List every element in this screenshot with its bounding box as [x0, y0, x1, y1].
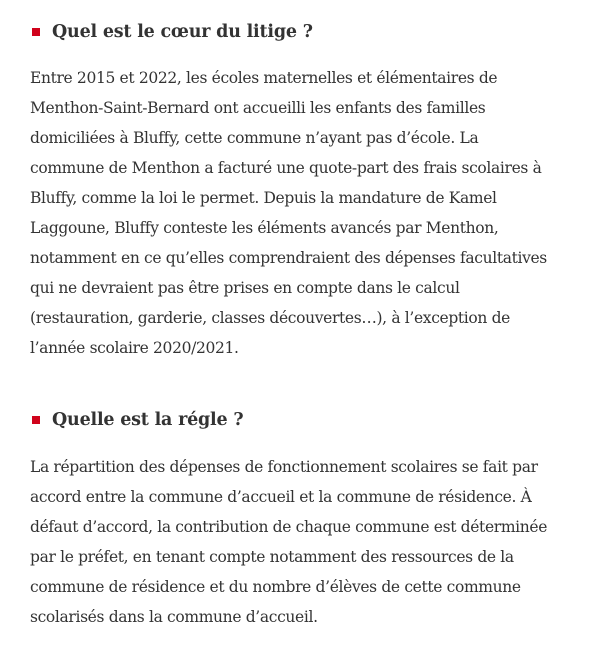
paragraph-line: Menthon-Saint-Bernard ont accueilli les enfants des familles	[30, 99, 486, 117]
square-bullet-icon	[32, 28, 40, 36]
paragraph-regle	[30, 452, 590, 632]
section-heading-regle	[30, 406, 243, 434]
paragraph-line: défaut d’accord, la contribution de chaque commune est déterminée	[30, 518, 548, 536]
paragraph-line: domiciliées à Bluffy, cette commune n’ayant pas d’école. La	[30, 129, 479, 147]
paragraph-line: l’année scolaire 2020/2021.	[30, 339, 239, 357]
square-bullet-icon	[32, 416, 40, 424]
paragraph-line: commune de Menthon a facturé une quote-part des frais scolaires à	[30, 159, 542, 177]
paragraph-line: Entre 2015 et 2022, les écoles maternelles et élémentaires de	[30, 69, 498, 87]
paragraph-line: La répartition des dépenses de fonctionnement scolaires se fait par	[30, 458, 538, 476]
paragraph-line: qui ne devraient pas être prises en compte dans le calcul	[30, 279, 460, 297]
paragraph-litige	[30, 63, 590, 363]
paragraph-line: (restauration, garderie, classes découvertes…), à l’exception de	[30, 309, 510, 327]
paragraph-line: accord entre la commune d’accueil et la commune de résidence. À	[30, 488, 532, 506]
paragraph-line: scolarisés dans la commune d’accueil.	[30, 608, 318, 626]
section-heading-text: Quelle est la régle ?	[52, 410, 244, 430]
paragraph-line: par le préfet, en tenant compte notamment des ressources de la	[30, 548, 514, 566]
paragraph-line: Laggoune, Bluffy conteste les éléments avancés par Menthon,	[30, 219, 499, 237]
section-heading-litige	[30, 18, 313, 46]
paragraph-line: Bluffy, comme la loi le permet. Depuis la mandature de Kamel	[30, 189, 497, 207]
paragraph-line: commune de résidence et du nombre d’élèves de cette commune	[30, 578, 521, 596]
paragraph-line: notamment en ce qu’elles comprendraient des dépenses facultatives	[30, 249, 547, 267]
section-heading-text: Quel est le cœur du litige ?	[52, 22, 313, 42]
